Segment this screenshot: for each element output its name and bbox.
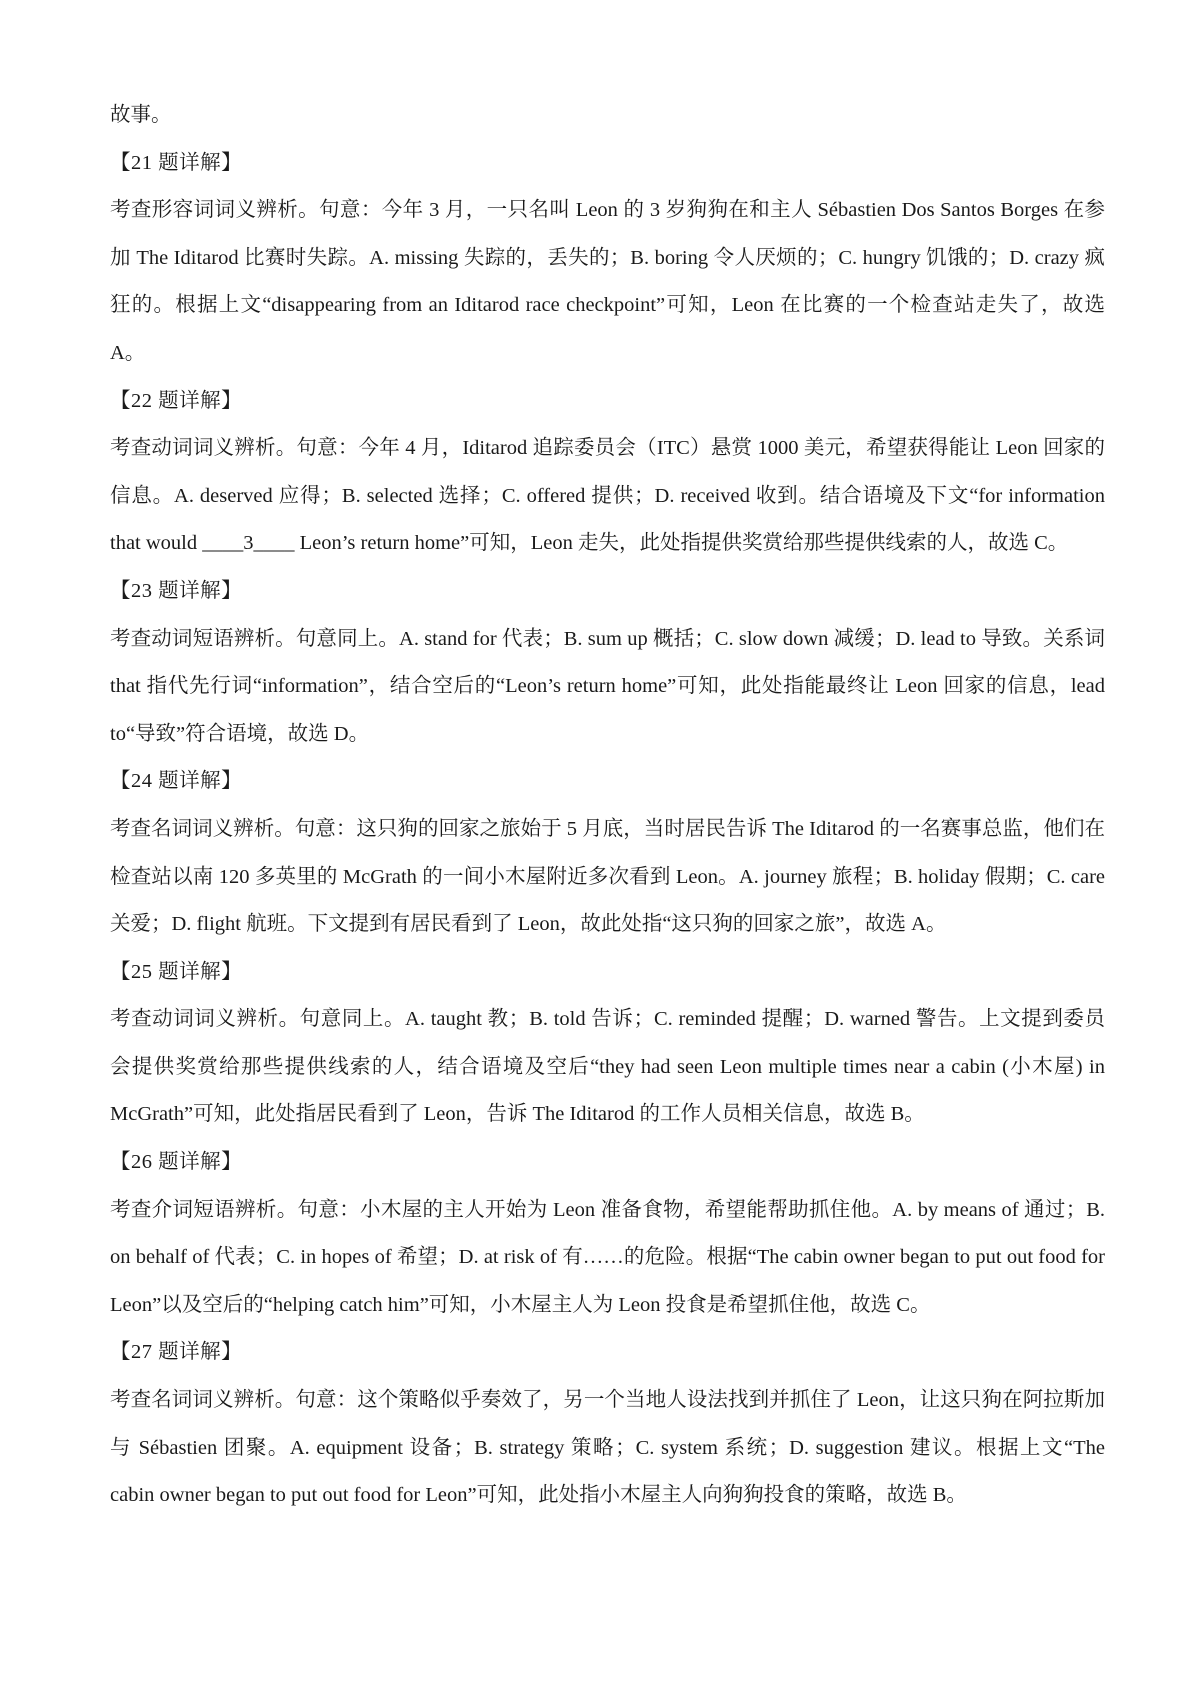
section-heading: 【26 题详解】 bbox=[110, 1151, 243, 1174]
section-21 bbox=[110, 140, 1105, 378]
section-heading: 【21 题详解】 bbox=[110, 151, 243, 174]
section-24 bbox=[110, 758, 1105, 948]
section-body: 考查动词短语辨析。句意同上。A. stand for 代表；B. sum up 概括；C. slow down 减缓；D. lead to 导致。关系词 that 指代先行词“information”，结合空后的“Leon’s return home”可知，此处指能最终让 Leon 回家的信息，lead to“导致”符合语境，故选 D。 bbox=[110, 627, 1105, 745]
section-22 bbox=[110, 378, 1105, 568]
section-25 bbox=[110, 949, 1105, 1139]
section-body: 考查动词词义辨析。句意同上。A. taught 教；B. told 告诉；C. reminded 提醒；D. warned 警告。上文提到委员会提供奖赏给那些提供线索的人，结合语境及空后“they had seen Leon multiple times near a cabin (小木屋) in McGrath”可知，此处指居民看到了 Leon，告诉 The Iditarod 的工作人员相关信息，故选 B。 bbox=[110, 1008, 1105, 1126]
section-heading: 【24 题详解】 bbox=[110, 770, 243, 793]
section-body: 考查动词词义辨析。句意：今年 4 月，Iditarod 追踪委员会（ITC）悬赏 1000 美元，希望获得能让 Leon 回家的信息。A. deserved 应得；B. selected 选择；C. offered 提供；D. received 收到。结合语境及下文“for information that would ____3____ Leon’s return home”可知，Leon 走失，此处指提供奖赏给那些提供线索的人，故选 C。 bbox=[110, 437, 1105, 555]
section-body: 考查名词词义辨析。句意：这只狗的回家之旅始于 5 月底，当时居民告诉 The Iditarod 的一名赛事总监，他们在检查站以南 120 多英里的 McGrath 的一间小木屋附近多次看到 Leon。A. journey 旅程；B. holiday 假期；C. care 关爱；D. flight 航班。下文提到有居民看到了 Leon，故此处指“这只狗的回家之旅”，故选 A。 bbox=[110, 817, 1105, 936]
section-heading: 【22 题详解】 bbox=[110, 389, 243, 412]
section-body: 考查形容词词义辨析。句意：今年 3 月，一只名叫 Leon 的 3 岁狗狗在和主人 Sébastien Dos Santos Borges 在参加 The Iditarod 比赛时失踪。A. missing 失踪的，丢失的；B. boring 令人厌烦的；C. hungry 饥饿的；D. crazy 疯狂的。根据上文“disappearing from an Iditarod race checkpoint”可知，Leon 在比赛的一个检查站走失了，故选 A。 bbox=[110, 199, 1105, 364]
document-page bbox=[110, 92, 1105, 1520]
section-heading: 【27 题详解】 bbox=[110, 1341, 243, 1364]
section-body: 考查介词短语辨析。句意：小木屋的主人开始为 Leon 准备食物，希望能帮助抓住他。A. by means of 通过；B. on behalf of 代表；C. in hopes of 希望；D. at risk of 有……的危险。根据“The cabin owner began to put out food for Leon”以及空后的“helping catch him”可知，小木屋主人为 Leon 投食是希望抓住他，故选 C。 bbox=[110, 1198, 1105, 1316]
section-heading: 【25 题详解】 bbox=[110, 960, 243, 983]
section-heading: 【23 题详解】 bbox=[110, 579, 243, 602]
intro-tail-text: 故事。 bbox=[110, 104, 172, 126]
section-27 bbox=[110, 1329, 1105, 1519]
section-26 bbox=[110, 1139, 1105, 1329]
section-body: 考查名词词义辨析。句意：这个策略似乎奏效了，另一个当地人设法找到并抓住了 Leon，让这只狗在阿拉斯加与 Sébastien 团聚。A. equipment 设备；B. strategy 策略；C. system 系统；D. suggestion 建议。根据上文“The cabin owner began to put out food for Leon”可知，此处指小木屋主人向狗狗投食的策略，故选 B。 bbox=[110, 1389, 1105, 1507]
section-23 bbox=[110, 568, 1105, 758]
